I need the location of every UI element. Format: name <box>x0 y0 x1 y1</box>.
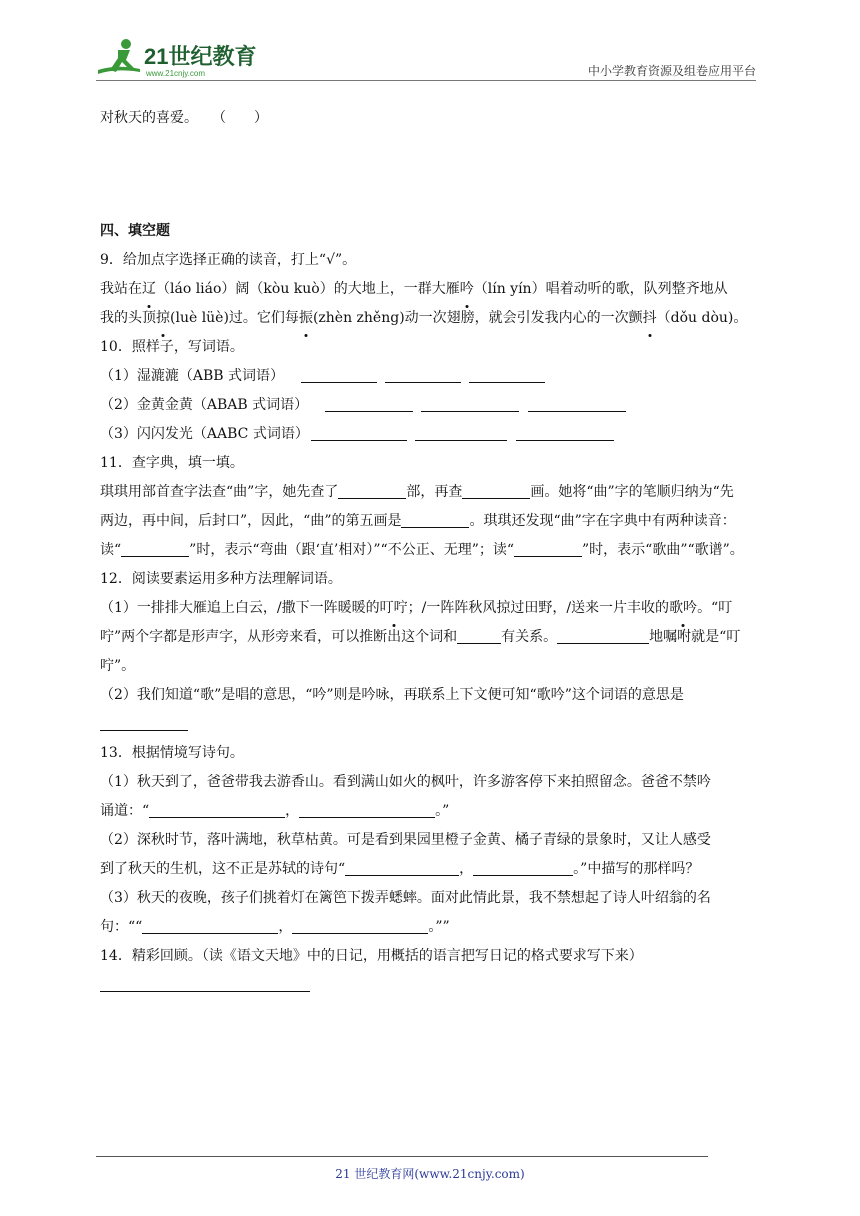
q10-item1: （1）湿漉漉（ABB 式词语） <box>100 362 765 391</box>
answer-blank[interactable] <box>385 366 461 383</box>
q12-line3: 咛”。 <box>100 658 136 674</box>
logo-text: 21世纪教育 <box>144 44 257 69</box>
question-11: 11．查字典，填一填。 <box>100 455 244 471</box>
site-logo <box>96 36 266 80</box>
dotted-char: 掠 <box>156 304 170 333</box>
answer-blank[interactable] <box>473 859 573 876</box>
q9-passage-line1: 我站在辽（láo liáo）阔（kòu kuò）的大地上，一群大雁吟（lín yín）唱着动听的歌，队列整齐地从 <box>100 275 765 304</box>
answer-blank[interactable] <box>516 424 614 441</box>
q13-item2-line2: 到了秋天的生机，这不正是苏轼的诗句“ ， 。”中描写的那样吗？ <box>100 861 700 877</box>
answer-blank[interactable] <box>142 917 278 934</box>
section-title: 四、填空题 <box>100 223 170 239</box>
answer-blank[interactable] <box>121 540 189 557</box>
document-body <box>100 104 765 1000</box>
dotted-word: 叮咛 <box>380 594 408 623</box>
q12-answer-line <box>100 710 765 739</box>
q12-line1: （1）一排排大雁追上白云，/撒下一阵暖暖的叮咛；/一阵阵秋风掠过田野，/送来一片丰收的歌吟。“叮 <box>100 594 765 623</box>
answer-blank[interactable] <box>100 714 188 731</box>
footer-divider <box>96 1156 708 1157</box>
answer-blank[interactable] <box>457 627 501 644</box>
logo-url: www.21cnjy.com <box>146 69 205 78</box>
q10-item3: （3）闪闪发光（AABC 式词语） <box>100 420 765 449</box>
dotted-char: 吟 <box>460 275 474 304</box>
answer-blank[interactable] <box>415 424 507 441</box>
dotted-char: 抖 <box>643 304 657 333</box>
q13-item1-line1: （1）秋天到了，爸爸带我去游香山。看到满山如火的枫叶，许多游客停下来拍照留念。爸爸不禁吟 <box>100 774 711 790</box>
q11-line1: 琪琪用部首查字法查“曲”字，她先查了 部，再查 画。她将“曲”字的笔顺归纳为“先 <box>100 484 734 500</box>
q10-item2: （2）金黄金黄（ABAB 式词语） <box>100 391 765 420</box>
dotted-word: 歌吟 <box>669 594 697 623</box>
answer-blank[interactable] <box>345 859 459 876</box>
question-12: 12．阅读要素运用多种方法理解词语。 <box>100 571 342 587</box>
answer-blank[interactable] <box>338 482 406 499</box>
q9-passage-line2: 我的头顶掠(luè lüè)过。它们每振(zhèn zhěng)动一次翅膀，就会引发我内心的一次颤抖（dǒu dòu)。 <box>100 304 765 333</box>
answer-blank[interactable] <box>149 801 285 818</box>
dotted-char: 振 <box>299 304 313 333</box>
answer-blank[interactable] <box>421 395 519 412</box>
footer-text: 21 世纪教育网(www.21cnjy.com) <box>335 1167 525 1181</box>
header-divider <box>96 80 756 81</box>
question-10: 10．照样子，写词语。 <box>100 339 244 355</box>
answer-blank[interactable] <box>469 366 545 383</box>
question-9: 9．给加点字选择正确的读音，打上“√”。 <box>100 252 357 268</box>
dotted-char: 辽 <box>142 275 156 304</box>
answer-blank[interactable] <box>311 424 407 441</box>
answer-blank[interactable] <box>299 801 435 818</box>
question-14: 14．精彩回顾。（读《语文天地》中的日记，用概括的语言把写日记的格式要求写下来） <box>100 948 643 964</box>
answer-blank[interactable] <box>557 627 649 644</box>
answer-blank[interactable] <box>325 395 413 412</box>
answer-blank[interactable] <box>462 482 530 499</box>
q12-line4: （2）我们知道“歌”是唱的意思，“吟”则是吟咏，再联系上下文便可知“歌吟”这个词语的意思是 <box>100 687 684 703</box>
platform-name: 中小学教育资源及组卷应用平台 <box>587 64 756 78</box>
answer-blank[interactable] <box>514 540 582 557</box>
answer-blank[interactable] <box>401 511 469 528</box>
q13-item2-line1: （2）深秋时节，落叶满地，秋草枯黄。可是看到果园里橙子金黄、橘子青绿的景象时，又让人感受 <box>100 832 711 848</box>
q13-item3-line2: 句：““ ， 。”” <box>100 919 450 935</box>
q11-line3: 读“ ”时，表示“弯曲（跟‘直’相对）”“不公正、无理”；读“ ”时，表示“歌曲”“歌谱”。 <box>100 542 744 558</box>
q14-answer-line <box>100 971 765 1000</box>
answer-blank[interactable] <box>301 366 377 383</box>
answer-blank[interactable] <box>100 975 310 992</box>
q13-item3-line1: （3）秋天的夜晚，孩子们挑着灯在篱笆下拨弄蟋蟀。面对此情此景，我不禁想起了诗人叶绍翁的名 <box>100 890 711 906</box>
q12-line2: 咛”两个字都是形声字，从形旁来看，可以推断出这个词和 有关系。 地嘱咐就是“叮 <box>100 629 741 645</box>
answer-blank[interactable] <box>292 917 428 934</box>
previous-question-tail: 对秋天的喜爱。 （ ） <box>100 110 268 126</box>
question-13: 13．根据情境写诗句。 <box>100 745 244 761</box>
answer-blank[interactable] <box>528 395 626 412</box>
q13-item1-line2: 诵道：“ ， 。” <box>100 803 450 819</box>
q11-line2: 两边，再中间，后封口”，因此，“曲”的第五画是 。琪琪还发现“曲”字在字典中有两种读音： <box>100 513 736 529</box>
